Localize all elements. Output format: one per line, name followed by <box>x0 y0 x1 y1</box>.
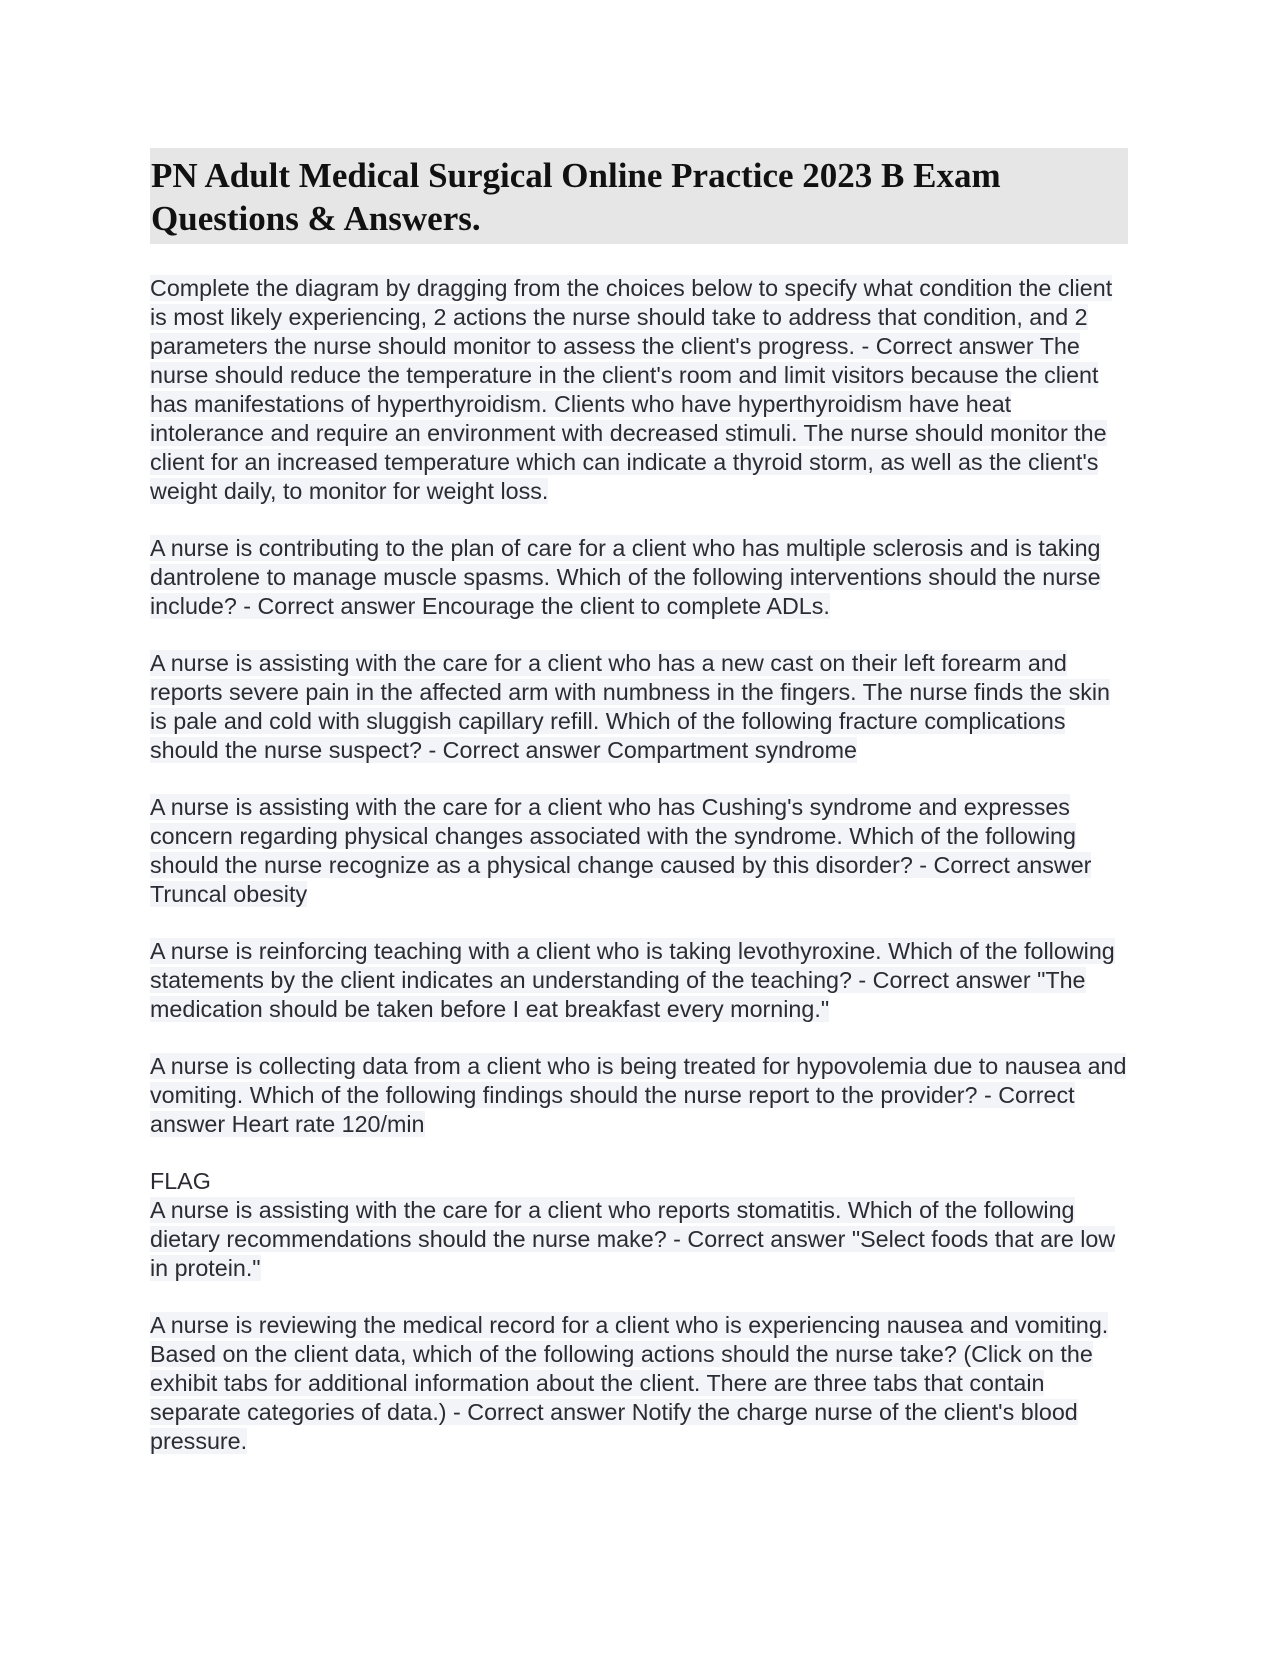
qa-paragraph-4 <box>150 793 1128 909</box>
qa-text: Complete the diagram by dragging from the choices below to specify what condition the client is most likely experiencing, 2 actions the nurse should take to address that condition, and 2 parameters the nurse should monitor to assess the client's progress. - Correct answer The nurse should reduce the temperature in the client's room and limit visitors because the client has manifestations of hyperthyroidism. Clients who have hyperthyroidism have heat intolerance and require an environment with decreased stimuli. The nurse should monitor the client for an increased temperature which can indicate a thyroid storm, as well as the client's weight daily, to monitor for weight loss. <box>150 275 1113 504</box>
qa-text: A nurse is reviewing the medical record for a client who is experiencing nausea and vomiting. Based on the client data, which of the following actions should the nurse take? (Click on the exhibit tabs for additional information about the client. There are three tabs that contain separate categories of data.) - Correct answer Notify the charge nurse of the client's blood pressure. <box>150 1312 1109 1454</box>
qa-paragraph-1 <box>150 274 1128 506</box>
qa-paragraph-6 <box>150 1052 1128 1139</box>
qa-text: A nurse is collecting data from a client who is being treated for hypovolemia due to nausea and vomiting. Which of the following findings should the nurse report to the provider? - Correct answer Heart rate 120/min <box>150 1053 1127 1137</box>
qa-paragraph-2 <box>150 534 1128 621</box>
qa-text: A nurse is assisting with the care for a client who has Cushing's syndrome and expresses concern regarding physical changes associated with the syndrome. Which of the following should the nurse recognize as a physical change caused by this disorder? - Correct answer Truncal obesity <box>150 794 1092 907</box>
qa-text: A nurse is reinforcing teaching with a client who is taking levothyroxine. Which of the following statements by the client indicates an understanding of the teaching? - Correct answer "The medication should be taken before I eat breakfast every morning." <box>150 938 1115 1022</box>
qa-text: A nurse is assisting with the care for a client who has a new cast on their left forearm and reports severe pain in the affected arm with numbness in the fingers. The nurse finds the skin is pale and cold with sluggish capillary refill. Which of the following fracture complications should the nurse suspect? - Correct answer Compartment syndrome <box>150 650 1111 763</box>
qa-paragraph-8 <box>150 1311 1128 1456</box>
qa-paragraph-flagged <box>150 1167 1128 1283</box>
qa-text: A nurse is assisting with the care for a client who reports stomatitis. Which of the following dietary recommendations should the nurse make? - Correct answer "Select foods that are low in protein." <box>150 1197 1116 1281</box>
document-page <box>150 148 1128 1484</box>
qa-paragraph-3 <box>150 649 1128 765</box>
document-title: PN Adult Medical Surgical Online Practice 2023 B Exam Questions & Answers. <box>151 156 1001 238</box>
qa-paragraph-5 <box>150 937 1128 1024</box>
title-block <box>150 148 1128 244</box>
flag-label: FLAG <box>150 1168 211 1194</box>
qa-text: A nurse is contributing to the plan of care for a client who has multiple sclerosis and is taking dantrolene to manage muscle spasms. Which of the following interventions should the nurse include? - Correct answer Encourage the client to complete ADLs. <box>150 535 1101 619</box>
